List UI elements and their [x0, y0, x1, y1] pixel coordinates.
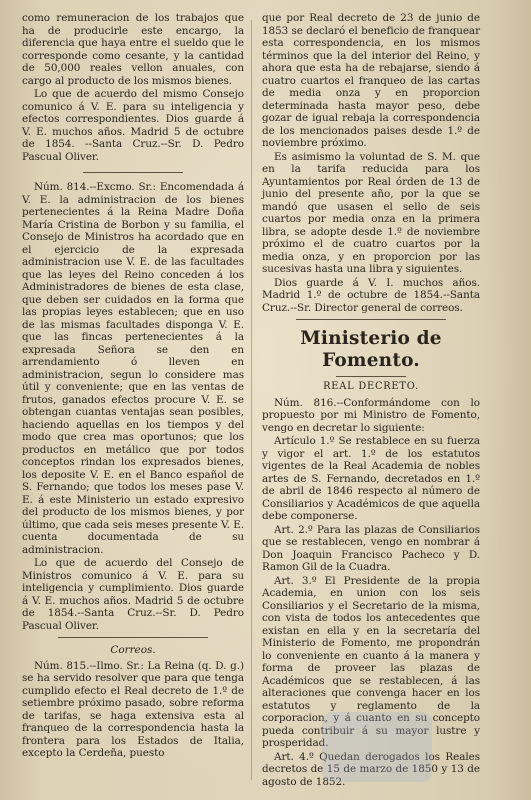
- paragraph-tarifa: Es asimismo la voluntad de S. M. que en la tarifa reducida para los Ayuntamientos por Real órden de 13 de junio del presente año, por la que se mandó que usasen el sello de seis cuartos por media onza en la primera libra, se adopte desde 1.º de noviembre próximo el de cuatro cuartos por la media onza, y en proporcion por las sucesivas hasta una libra y siguientes.: [262, 150, 480, 275]
- paragraph-num-816: Núm. 816.--Conformándome con lo propuesto por mi Ministro de Fomento, vengo en decretar lo siguiente:: [262, 396, 480, 434]
- right-column: [262, 12, 480, 789]
- paragraph-article-3: Art. 3.º El Presidente de la propia Academia, en union con los seis Consiliarios y el Secretario de la misma, con vista de todos los antecedentes que existan en ella y en la secretaría del Ministerio de Fomento, me propondrán lo conveniente en cuanto á la manera y forma de proveer las plazas de Académicos que se restablecen, á las alteraciones que convenga hacer en los estatutos y reglamento de la corporacion, y á cuanto en su concepto pueda contribuir á su mayor lustre y prosperidad.: [262, 574, 480, 749]
- paragraph-closing: Lo que de acuerdo del mismo Consejo comunico á V. E. para su inteligencia y efectos correspondientes. Dios guarde á V. E. muchos años. Madrid 5 de octubre de 1854. --Santa Cruz.--Sr. D. Pedro Pascual Oliver.: [22, 88, 244, 163]
- paragraph-num-815: Núm. 815.--Ilmo. Sr.: La Reina (q. D. g.) se ha servido resolver que para que tenga cumplido efecto el Real decreto de 1.º de setiembre próximo pasado, sobre reforma de tarifas, se haga extensiva esta al franqueo de la correspondencia hasta la frontera para los Estados de Italia, excepto la Cerdeña, puesto: [22, 659, 244, 759]
- paragraph-continuation: como remuneracion de los trabajos que ha de producirle este encargo, la diferencia que haya entre el sueldo que le corresponde como cesante, y la cantidad de 50,000 reales vellon anuales, con cargo al producto de los mismos bienes.: [22, 12, 244, 87]
- heading-underline: [336, 376, 406, 377]
- section-title-correos: Correos.: [110, 644, 156, 656]
- ministry-heading: Ministerio de Fomento.: [300, 328, 442, 371]
- paragraph-closing: Dios guarde á V. I. muchos años. Madrid 1.º de octubre de 1854.--Santa Cruz.--Sr. Director general de correos.: [262, 276, 480, 314]
- left-column: [22, 12, 244, 761]
- paragraph-num-814: Núm. 814.--Excmo. Sr.: Encomendada á V. E. la administracion de los bienes pertenecientes á la Reina Madre Doña María Cristina de Borbon y su familia, el Consejo de Ministros ha acordado que en el ejercicio de la expresada administracion use V. E. de las facultades que las leyes del Reino conceden á los Administradores de bienes de esta clase, que deben ser cuidados en la forma que las propias leyes establecen; que en uso de las mismas facultades disponga V. E. que las fincas pertenecientes á la expresada Señora se den en arrendamiento ó lleven en administracion, segun lo considere mas útil y conveniente; que en las ventas de frutos, ganados efectos procure V. E. se obtengan cuantas ventajas sean posibles, haciendo aquellas en los tiempos y del modo que crea mas oportunos; que los productos en metálico que por todos conceptos rindan los expresados bienes, los deposite V. E. en el Banco español de S. Fernando; que todos los meses pase V. E. á este Ministerio un estado expresivo del producto de los mismos bienes, y por último, que cada seis meses presente V. E. cuenta documentada de su administracion.: [22, 181, 244, 556]
- separator-rule: [58, 637, 208, 638]
- paragraph-continuation: que por Real decreto de 23 de junio de 1853 se declaró el beneficio de franquear esta correspondencia, en los mismos términos que la del interior del Reino, y ahora que esta ha de rebajarse, siendo á cuatro cuartos el franqueo de las cartas de media onza y en proporcion determinada hasta mayor peso, debe gozar de igual rebaja la correspondencia de los mencionados paises desde 1.º de noviembre próximo.: [262, 12, 480, 149]
- column-divider: [251, 20, 252, 780]
- paragraph-article-2: Art. 2.º Para las plazas de Consiliarios que se restablecen, vengo en nombrar á Don Joaquin Francisco Pacheco y D. Ramon Gil de la Cuadra.: [262, 523, 480, 573]
- paragraph-closing-814: Lo que de acuerdo del Consejo de Ministros comunico á V. E. para su inteligencia y cumplimiento. Dios guarde á V. E. muchos años. Madrid 5 de octubre de 1854.--Santa Cruz.--Sr. D. Pedro Pascual Oliver.: [22, 557, 244, 632]
- decree-heading: REAL DECRETO.: [323, 381, 419, 392]
- separator-rule: [296, 319, 446, 320]
- paragraph-article-4: Art. 4.º Quedan derogados los Reales decretos de 15 de marzo de 1850 y 13 de agosto de 1852.: [262, 750, 480, 788]
- paragraph-article-1: Artículo 1.º Se restablece en su fuerza y vigor el art. 1.º de los estatutos vigentes de la Real Academia de nobles artes de S. Fernando, decretados en 1.º de abril de 1846 respecto al número de Consiliarios y Académicos de que aquella debe componerse.: [262, 435, 480, 522]
- separator-rule: [83, 172, 183, 173]
